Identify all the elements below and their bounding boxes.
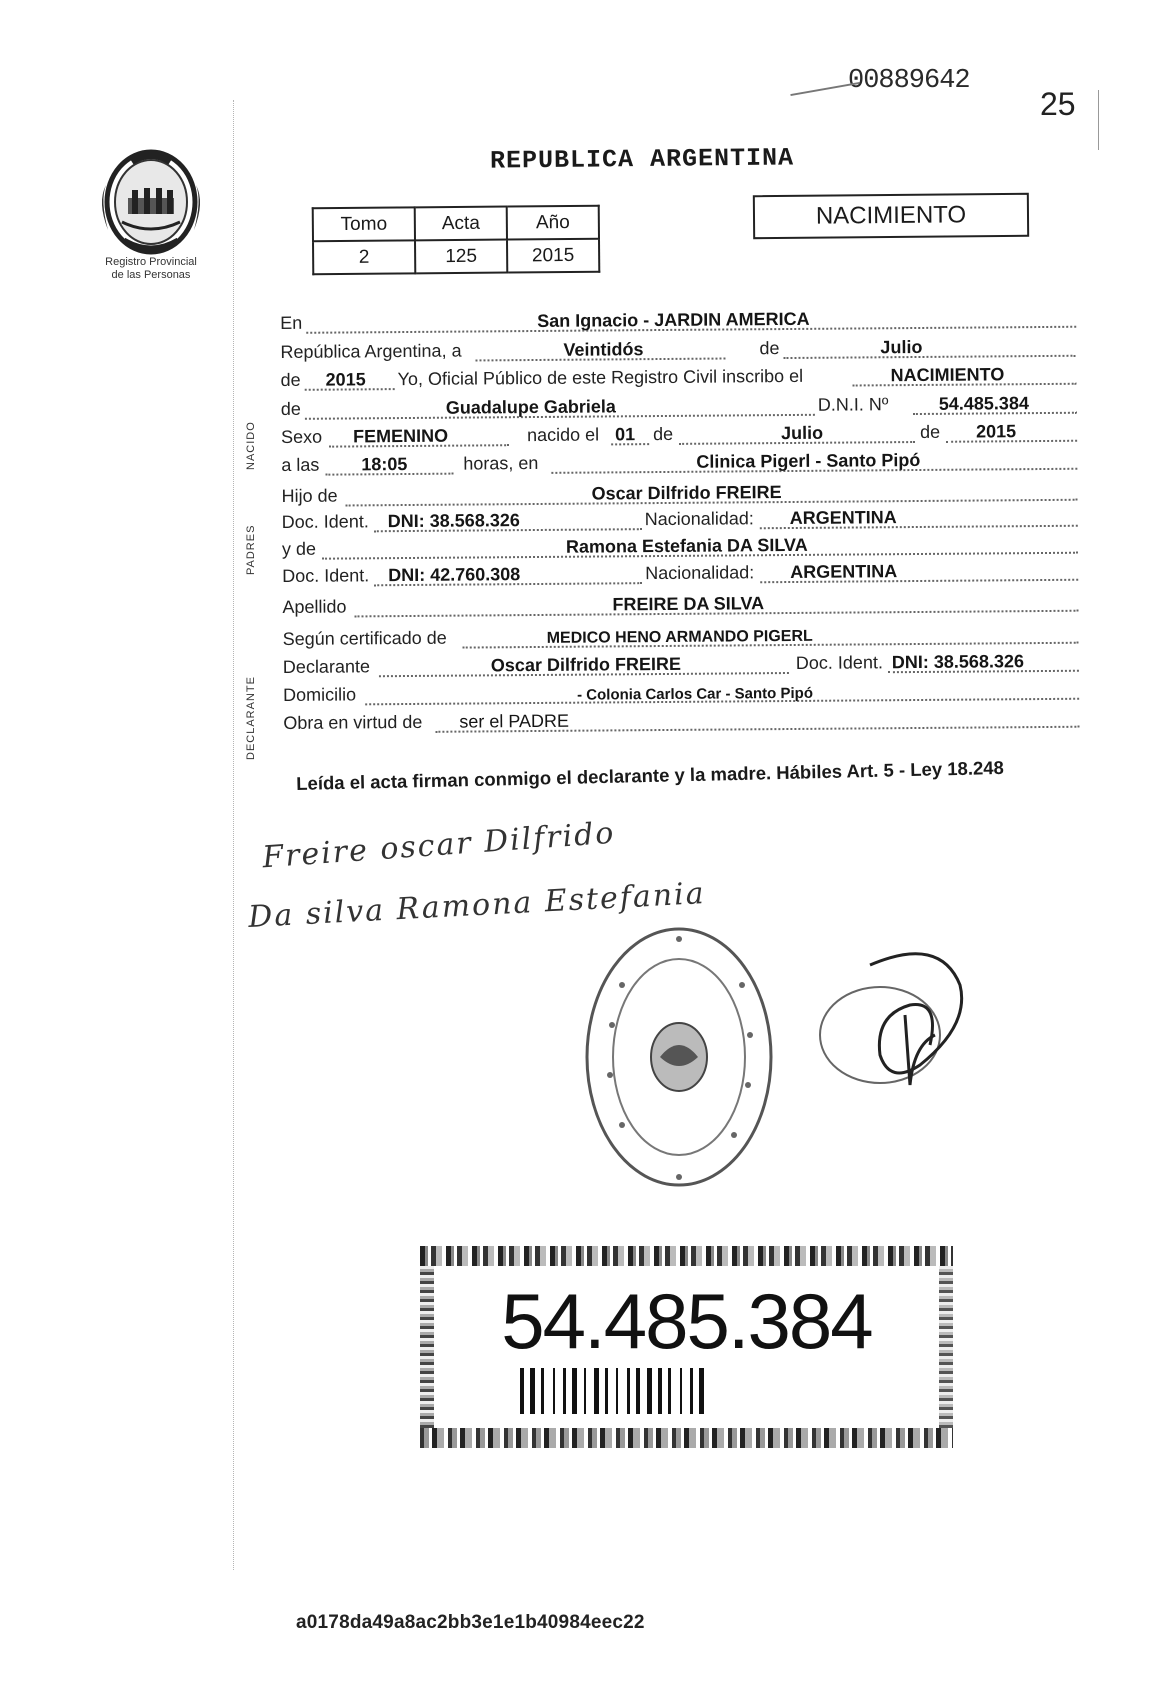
label-en: En [280, 312, 303, 333]
label-declarante: Declarante [282, 656, 371, 677]
barcode-border-bottom [420, 1428, 953, 1448]
barcode-border-top [420, 1246, 953, 1266]
value-anio-nac: 2015 [975, 421, 1017, 442]
value-certificado: MEDICO HENO ARMANDO PIGERL [546, 627, 813, 647]
value-tipo: NACIMIENTO [890, 364, 1005, 386]
label-de-4: de [652, 423, 674, 445]
label-sexo: Sexo [280, 426, 323, 447]
birth-record-form [280, 294, 1080, 733]
value-apellido: FREIRE DA SILVA [612, 593, 765, 615]
anio-label: Año [507, 206, 599, 240]
value-mes: Julio [880, 336, 923, 358]
value-padre: Oscar Dilfrido FREIRE [591, 482, 782, 504]
label-de-3: de [280, 398, 301, 419]
label-nacionalidad-1: Nacionalidad: [644, 508, 754, 530]
registrar-signature-icon [810, 945, 1000, 1095]
value-nombre: Guadalupe Gabriela [445, 396, 616, 418]
signature-madre: Da silva Ramona Estefania [247, 876, 707, 935]
label-domicilio: Domicilio [283, 684, 357, 705]
official-stamp-icon [582, 925, 777, 1190]
barcode-number: 54.485.384 [501, 1277, 872, 1365]
value-sexo: FEMENINO [352, 425, 449, 447]
value-declarante-doc: DNI: 38.568.326 [891, 651, 1025, 673]
label-republica: República Argentina, a [280, 340, 462, 362]
value-madre-doc: DNI: 42.760.308 [388, 564, 521, 586]
value-padre-doc: DNI: 38.568.326 [387, 510, 520, 532]
value-lugar-nac: Clinica Pigerl - Santo Pipó [696, 449, 921, 472]
acta-label: Acta [415, 207, 507, 241]
row-madre-doc [282, 557, 1082, 593]
label-de-1: de [759, 338, 780, 359]
row-obra [283, 704, 1083, 740]
anio-value: 2015 [507, 239, 599, 273]
seal-caption-line1: Registro Provincial [105, 256, 197, 268]
value-mes-nac: Julio [780, 422, 824, 444]
value-lugar: San Ignacio - JARDIN AMERICA [537, 308, 810, 331]
value-madre-nac: ARGENTINA [790, 561, 898, 583]
label-nacionalidad-2: Nacionalidad: [645, 562, 755, 584]
closing-statement: Leída el acta firman conmigo el declarante y la madre. Hábiles Art. 5 - Ley 18.248 [296, 756, 1005, 794]
label-doc-1: Doc. Ident. [281, 511, 369, 532]
signature-declarante: Freire oscar Dilfrido [261, 815, 617, 876]
label-nacido: nacido el [526, 424, 600, 446]
value-declarante: Oscar Dilfrido FREIRE [490, 653, 681, 676]
row-apellido [282, 588, 1082, 624]
page-number: 25 [1040, 86, 1076, 122]
value-hora: 18:05 [361, 454, 408, 475]
label-yde: y de [281, 538, 317, 559]
label-hijo: Hijo de [281, 485, 338, 506]
seal-caption-line2: de las Personas [111, 269, 191, 281]
barcode-border-right [939, 1266, 953, 1428]
record-type-box: NACIMIENTO [753, 193, 1029, 239]
seal-caption [86, 256, 216, 282]
tomo-label: Tomo [313, 207, 415, 241]
document-title: REPUBLICA ARGENTINA [489, 143, 795, 176]
barcode-bars-icon [520, 1368, 850, 1414]
value-madre: Ramona Estefania DA SILVA [565, 534, 808, 557]
value-anio: 2015 [325, 369, 366, 390]
label-doc-2: Doc. Ident. [282, 565, 370, 586]
label-doc-3: Doc. Ident. [795, 652, 883, 673]
document-hash: a0178da49a8ac2bb3e1e1b40984eec22 [296, 1612, 645, 1633]
label-dni: D.N.I. Nº [817, 394, 889, 415]
row-hora [281, 446, 1081, 482]
provincial-seal-icon [92, 140, 210, 260]
section-label-declarante: DECLARANTE [245, 676, 257, 760]
label-horas: horas, en [463, 452, 539, 474]
value-domicilio: - Colonia Carlos Car - Santo Pipó [577, 684, 814, 704]
registry-table [312, 205, 601, 276]
value-dni: 54.485.384 [938, 393, 1030, 414]
label-alas: a las [281, 454, 320, 475]
barcode-border-left [420, 1266, 434, 1428]
serial-number: 00889642 [848, 66, 970, 96]
label-certificado: Según certificado de [282, 627, 447, 649]
label-de-5: de [919, 421, 941, 442]
label-de-2: de [280, 369, 301, 390]
edge-line [1098, 90, 1099, 150]
label-oficial: Yo, Oficial Público de este Registro Civil inscribo el [397, 365, 804, 390]
label-apellido: Apellido [282, 596, 347, 617]
value-dia-nac: 01 [614, 424, 636, 445]
section-label-nacido: NACIDO [245, 421, 257, 470]
value-padre-nac: ARGENTINA [789, 507, 897, 529]
tomo-value: 2 [313, 240, 415, 274]
margin-line [233, 100, 234, 1570]
acta-value: 125 [415, 240, 507, 274]
value-obra: ser el PADRE [459, 710, 570, 732]
value-dia-texto: Veintidós [563, 339, 644, 360]
label-obra: Obra en virtud de [283, 711, 423, 733]
section-label-padres: PADRES [245, 524, 257, 575]
